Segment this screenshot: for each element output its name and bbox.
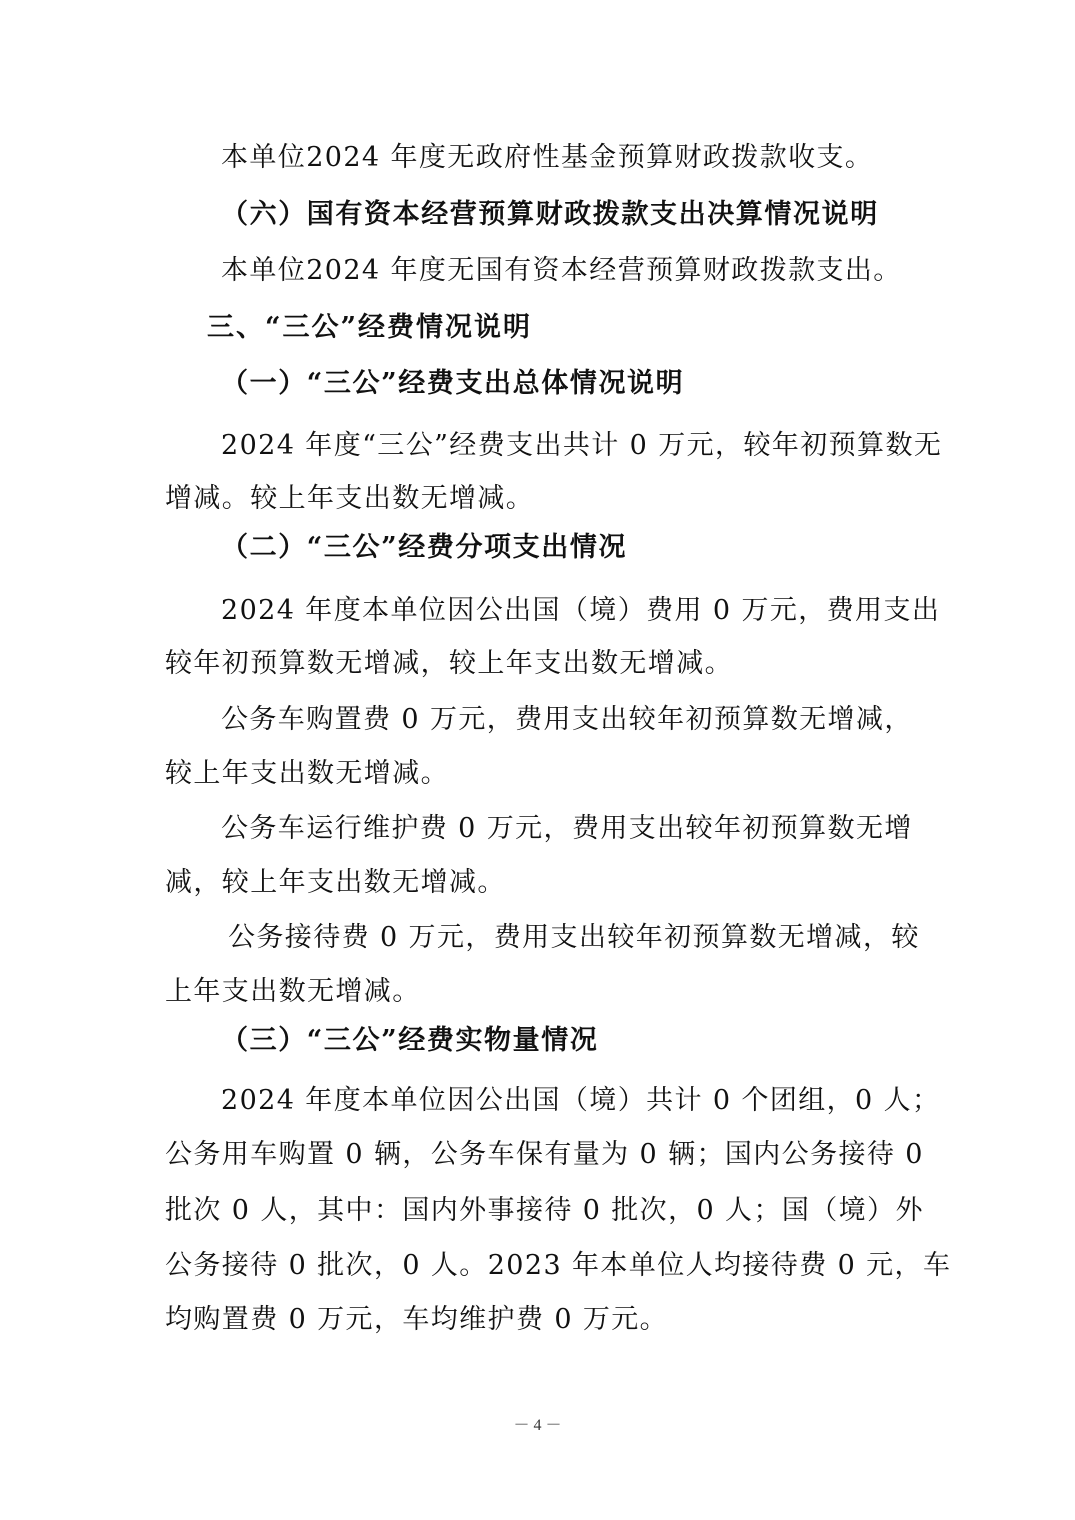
paragraph-line: 公务接待 0 批次，0 人。2023 年本单位人均接待费 0 元，车 [165,1250,952,1281]
paragraph-line: 上年支出数无增减。 [165,976,421,1007]
paragraph-line: 较年初预算数无增减，较上年支出数无增减。 [165,648,733,679]
paragraph-line: 增减。较上年支出数无增减。 [165,483,535,514]
paragraph-line: 本单位2024 年度无国有资本经营预算财政拨款支出。 [221,255,902,286]
section-heading: （三）“三公”经费实物量情况 [221,1025,599,1056]
section-heading: （六）国有资本经营预算财政拨款支出决算情况说明 [221,199,879,230]
paragraph-line: 2024 年度本单位因公出国（境）费用 0 万元，费用支出 [221,595,941,626]
paragraph-line: 公务车购置费 0 万元，费用支出较年初预算数无增减， [221,704,913,735]
paragraph-line: 公务车运行维护费 0 万元，费用支出较年初预算数无增 [221,813,913,844]
paragraph-line: 较上年支出数无增减。 [165,758,449,789]
paragraph-line: 批次 0 人，其中：国内外事接待 0 批次，0 人；国（境）外 [165,1195,924,1226]
paragraph-line: 2024 年度“三公”经费支出共计 0 万元，较年初预算数无 [221,430,943,461]
paragraph-line: 公务接待费 0 万元，费用支出较年初预算数无增减，较 [228,922,920,953]
paragraph-line: 公务用车购置 0 辆，公务车保有量为 0 辆；国内公务接待 0 [165,1139,924,1170]
section-heading: （一）“三公”经费支出总体情况说明 [221,368,685,399]
chapter-heading: 三、“三公”经费情况说明 [207,312,533,343]
paragraph-line: 减，较上年支出数无增减。 [165,867,506,898]
section-heading: （二）“三公”经费分项支出情况 [221,532,628,563]
page-number: － 4 － [513,1417,562,1434]
paragraph-line: 2024 年度本单位因公出国（境）共计 0 个团组，0 人； [221,1085,941,1116]
paragraph-line: 本单位2024 年度无政府性基金预算财政拨款收支。 [221,142,874,173]
paragraph-line: 均购置费 0 万元，车均维护费 0 万元。 [165,1304,669,1335]
